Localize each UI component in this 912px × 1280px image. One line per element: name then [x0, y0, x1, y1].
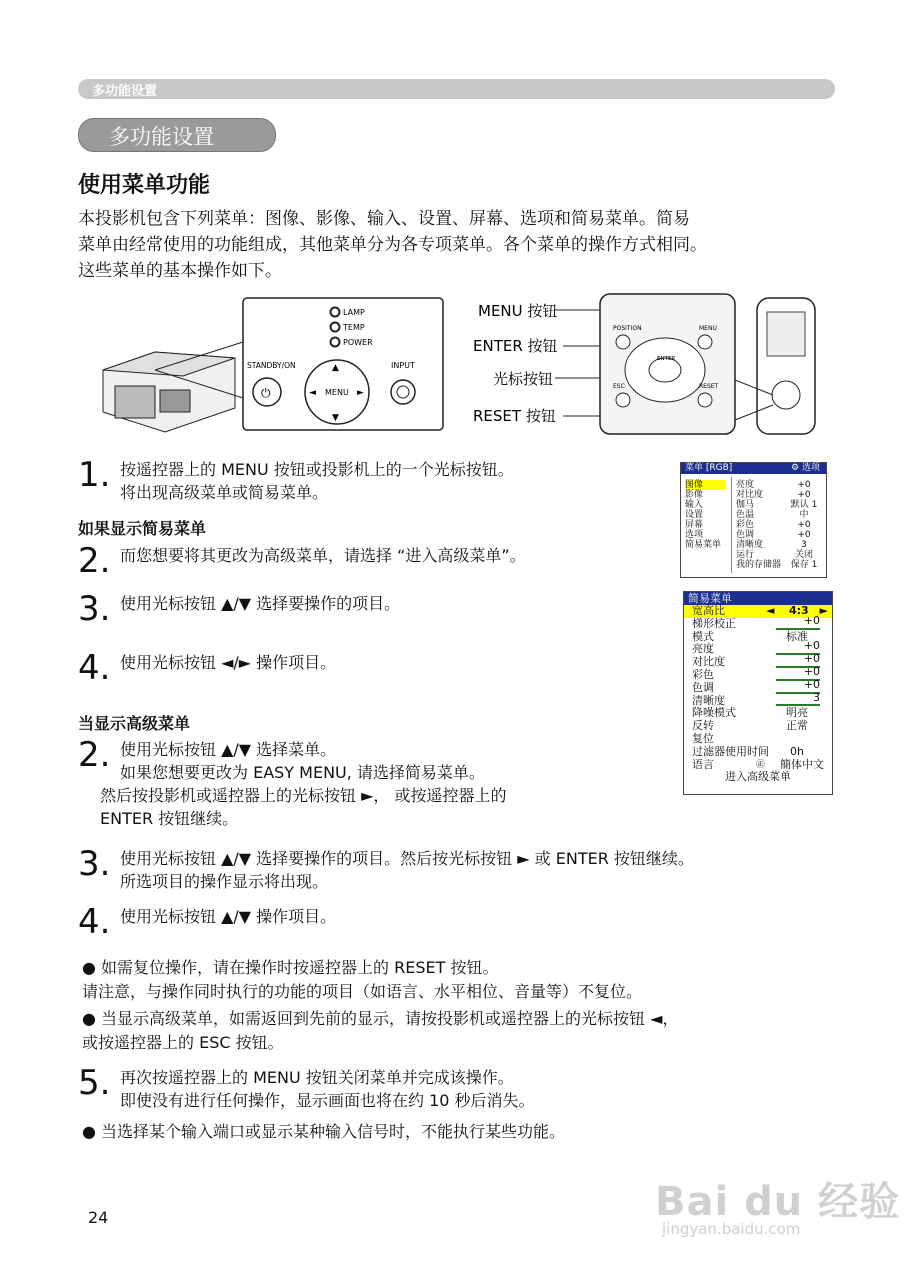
- remote-menu-label: MENU: [699, 325, 717, 332]
- menu-row[interactable]: 色调 +0: [692, 677, 820, 694]
- menu-category[interactable]: 简易菜单: [685, 540, 722, 550]
- watermark-url: jingyan.baidu.com: [662, 1220, 801, 1238]
- adv-step-3-number: 3.: [78, 844, 111, 884]
- watermark-logo: Bai du 经验: [655, 1179, 901, 1225]
- adv-step-4-text: 使用光标按钮 ▲/▼ 操作项目。: [120, 907, 337, 926]
- easy-step-2-number: 2.: [78, 541, 111, 581]
- step-5-text: 再次按遥控器上的 MENU 按钮关闭菜单并完成该操作。 即使没有进行任何操作，显示画面也将在约 10 秒后消失。: [120, 1068, 535, 1110]
- temp-label: TEMP: [343, 323, 365, 332]
- callout-enter: ENTER 按钮: [473, 337, 558, 355]
- page-number: 24: [88, 1208, 109, 1227]
- cursor-up-icon: ▲: [332, 363, 339, 373]
- menu-row[interactable]: 亮度 +0: [692, 639, 820, 656]
- menu-row-aspect[interactable]: 宽高比 ◄ 4:3 ►: [684, 605, 832, 618]
- lamp-label: LAMP: [343, 308, 365, 317]
- menu-row[interactable]: 清晰度 3: [692, 690, 820, 707]
- remote-keypad: [767, 312, 805, 356]
- position-label: POSITION: [613, 325, 642, 332]
- menu-item-list: 亮度 对比度 伽马 色温 彩色 色调 清晰度 运行 我的存储器: [736, 480, 782, 570]
- menu-row[interactable]: 梯形校正 +0: [692, 613, 820, 630]
- menu-row[interactable]: 模式 标准: [692, 629, 808, 643]
- note-reset: ● 如需复位操作，请在操作时按遥控器上的 RESET 按钮。 请注意，与操作同时执行的功能的项目（如语言、水平相位、音量等）不复位。: [82, 958, 643, 1001]
- power-label: POWER: [343, 338, 373, 347]
- menu-row[interactable]: 语言 ㊣ 簡体中文: [692, 757, 824, 771]
- section-title-pill: [78, 118, 276, 152]
- menu-category[interactable]: 输入: [685, 500, 704, 510]
- advanced-menu-heading: 当显示高级菜单: [78, 714, 191, 733]
- arrow-left-icon: ◄: [766, 604, 775, 617]
- easy-step-3-text: 使用光标按钮 ▲/▼ 选择要操作的项目。: [120, 594, 401, 613]
- adv-step-2-number: 2.: [78, 735, 111, 775]
- menu-row[interactable]: 彩色 +0: [692, 664, 820, 681]
- easy-menu-screenshot: [683, 591, 833, 795]
- easy-step-4-text: 使用光标按钮 ◄/► 操作项目。: [120, 653, 337, 672]
- projector-remote-diagram: [95, 290, 835, 440]
- adv-step-2-text: 使用光标按钮 ▲/▼ 选择菜单。 如果您想要更改为 EASY MENU, 请选择简易菜单。: [120, 740, 485, 782]
- enter-label: ENTER: [657, 356, 676, 362]
- position-button[interactable]: [616, 335, 630, 349]
- note-input: ● 当选择某个输入端口或显示某种输入信号时，不能执行某些功能。: [82, 1122, 566, 1141]
- reset-button[interactable]: [698, 393, 712, 407]
- menu-row[interactable]: 对比度 +0: [692, 652, 820, 669]
- callout-cursor: 光标按钮: [493, 370, 554, 388]
- input-label: INPUT: [391, 361, 415, 370]
- easy-step-3-number: 3.: [78, 589, 111, 629]
- power-icon: ⏻: [261, 386, 271, 400]
- language-icon: ㊣: [756, 759, 766, 770]
- easy-step-4-number: 4.: [78, 648, 111, 688]
- callout-reset: RESET 按钮: [473, 407, 556, 425]
- menu-label: MENU: [325, 388, 349, 397]
- menu-category-list: [685, 480, 725, 550]
- standby-label: STANDBY/ON: [247, 361, 296, 370]
- intro-paragraph: [78, 206, 838, 284]
- menu-value-list: +0 +0 默认 1 中 +0 +0 3 关闭 保存 1: [790, 480, 818, 570]
- easy-menu-title: 简易菜单: [684, 592, 832, 605]
- note-return: ● 当显示高级菜单，如需返回到先前的显示，请按投影机或遥控器上的光标按钮 ◄， 或按遥控器上的 ESC 按钮。: [82, 1009, 679, 1052]
- menu-row[interactable]: 复位: [692, 731, 714, 745]
- adv-step-2-text-cont: 然后按投影机或遥控器上的光标按钮 ►， 或按遥控器上的 ENTER 按钮继续。: [100, 786, 507, 828]
- cursor-right-icon: ►: [357, 388, 364, 398]
- step-1-number: 1.: [78, 455, 111, 495]
- section-header-label: 多功能设置: [92, 84, 158, 99]
- menu-row-advanced[interactable]: 进入高级菜单: [725, 770, 791, 784]
- input-button[interactable]: [391, 380, 415, 404]
- arrow-right-icon: ►: [819, 604, 828, 617]
- callout-menu: MENU 按钮: [478, 302, 558, 320]
- intro-line: 这些菜单的基本操作如下。: [78, 261, 282, 281]
- menu-category[interactable]: 影像: [685, 490, 704, 500]
- page-heading: 使用菜单功能: [78, 173, 211, 198]
- menu-category[interactable]: 屏幕: [685, 520, 704, 530]
- cursor-down-icon: ▼: [332, 413, 339, 423]
- step-5-number: 5.: [78, 1063, 111, 1103]
- easy-step-2-text: 而您想要将其更改为高级菜单，请选择 “进入高级菜单”。: [120, 546, 526, 565]
- step-1-text: 按遥控器上的 MENU 按钮或投影机上的一个光标按钮。 将出现高级菜单或简易菜单。: [120, 460, 514, 502]
- adv-step-3-text: 使用光标按钮 ▲/▼ 选择要操作的项目。然后按光标按钮 ► 或 ENTER 按钮继续。 所选项目的操作显示将出现。: [120, 849, 694, 891]
- advanced-menu-screenshot: [680, 462, 827, 578]
- advanced-menu-title: 菜单 [RGB]: [685, 463, 733, 473]
- intro-line: 菜单由经常使用的功能组成，其他菜单分为各专项菜单。各个菜单的操作方式相同。: [78, 235, 707, 255]
- menu-category[interactable]: 图像: [685, 480, 725, 490]
- remote-menu-button[interactable]: [698, 335, 712, 349]
- reset-label: RESET: [699, 383, 719, 390]
- advanced-menu-title-bar: [681, 463, 826, 474]
- cursor-left-icon: ◄: [309, 388, 316, 398]
- option-tab: ⚙ 选项: [791, 463, 820, 473]
- menu-row[interactable]: 过滤器使用时间 0h: [692, 744, 804, 758]
- esc-label: ESC: [613, 383, 625, 390]
- esc-button[interactable]: [616, 393, 630, 407]
- menu-row[interactable]: 降噪模式 明亮: [692, 706, 808, 720]
- menu-category[interactable]: 设置: [685, 510, 704, 520]
- projector-illustration: [103, 352, 235, 432]
- menu-category[interactable]: 选项: [685, 530, 704, 540]
- section-header-bar: [78, 79, 835, 99]
- easy-menu-heading: 如果显示简易菜单: [78, 519, 207, 538]
- remote-dpad-icon: [772, 381, 800, 409]
- menu-row[interactable]: 反转 正常: [692, 719, 808, 733]
- intro-line: 本投影机包含下列菜单：图像、影像、输入、设置、屏幕、选项和简易菜单。简易: [78, 209, 690, 229]
- section-title: 多功能设置: [109, 125, 214, 149]
- adv-step-4-number: 4.: [78, 902, 111, 942]
